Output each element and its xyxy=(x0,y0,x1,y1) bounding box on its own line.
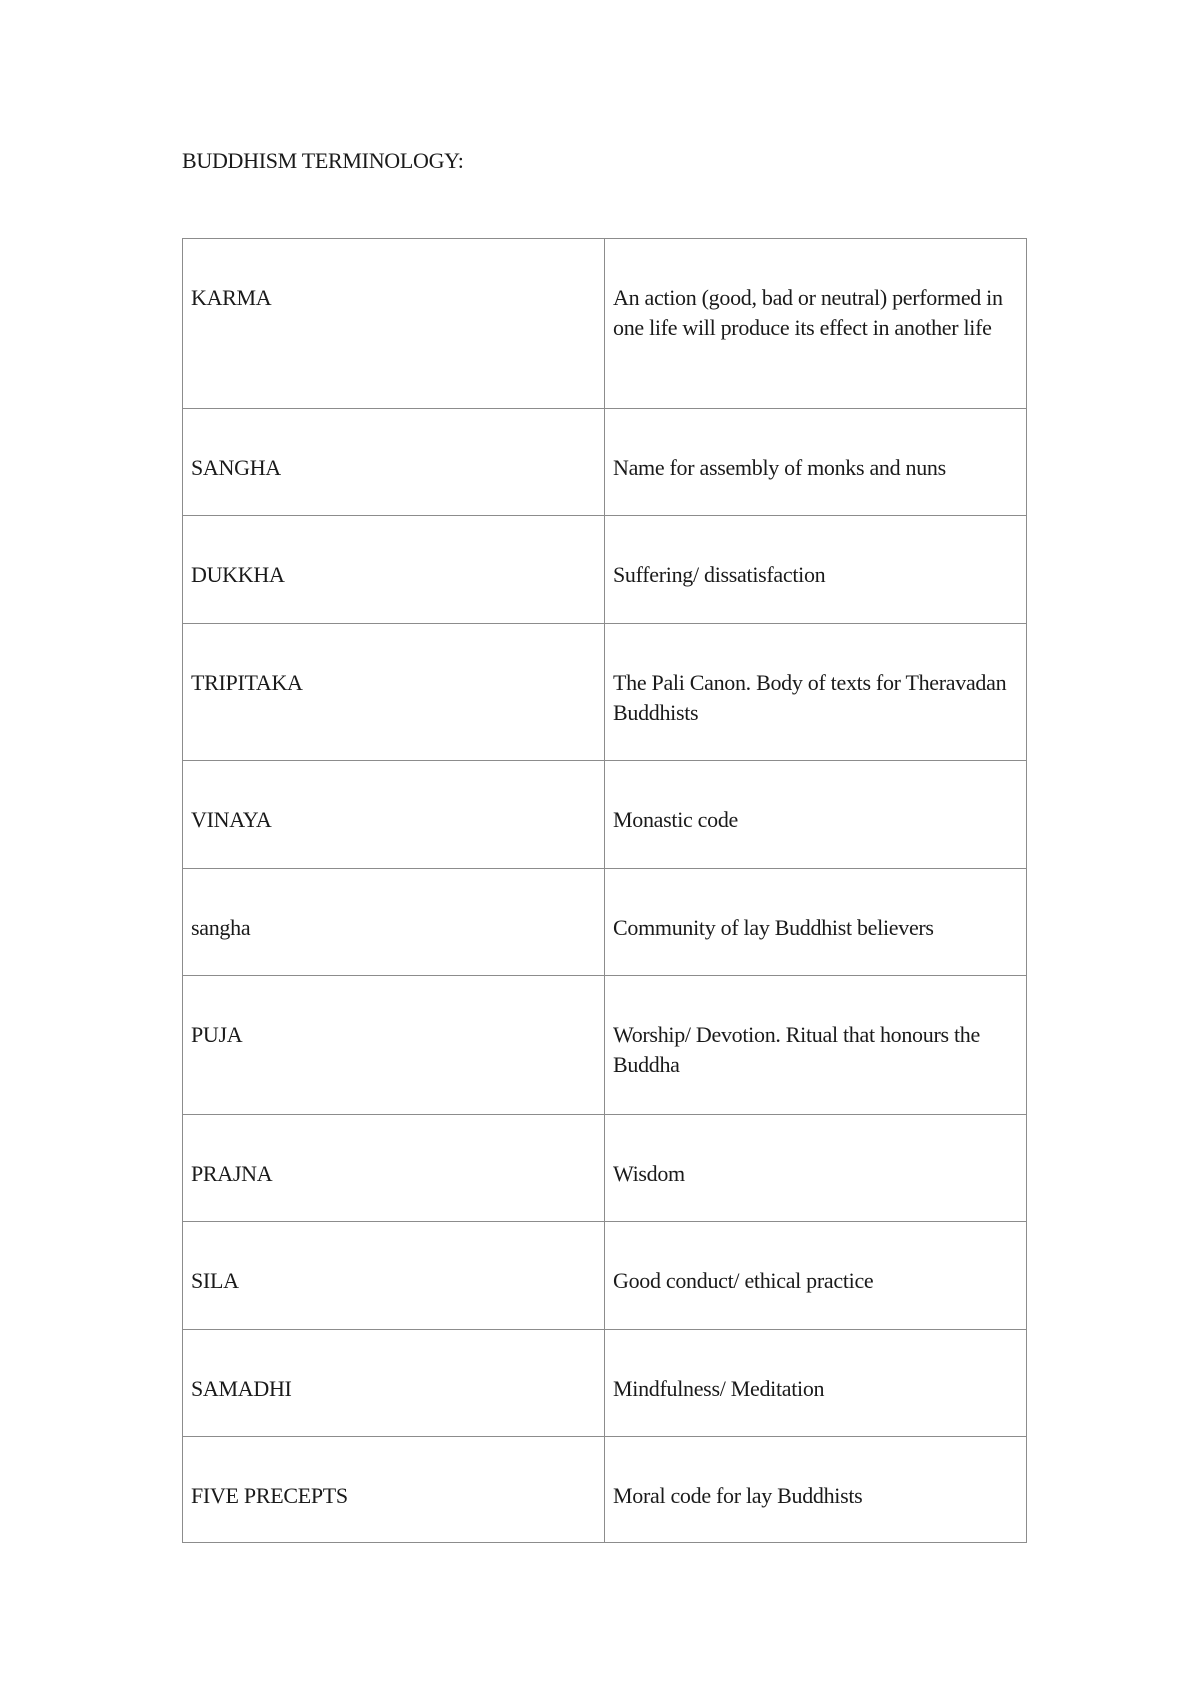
definition-cell: An action (good, bad or neutral) performed in one life will produce its effect in another life xyxy=(605,239,1027,409)
term-cell: FIVE PRECEPTS xyxy=(183,1437,605,1543)
page-title: BUDDHISM TERMINOLOGY: xyxy=(182,148,464,173)
term-cell: sangha xyxy=(183,869,605,976)
term-cell: PRAJNA xyxy=(183,1115,605,1222)
table-row xyxy=(183,624,1027,761)
definition-cell: Good conduct/ ethical practice xyxy=(605,1222,1027,1330)
term-cell: KARMA xyxy=(183,239,605,409)
definition-cell: Mindfulness/ Meditation xyxy=(605,1330,1027,1437)
terminology-table xyxy=(182,238,1027,1543)
table-row xyxy=(183,761,1027,869)
definition-cell: Monastic code xyxy=(605,761,1027,869)
table-row xyxy=(183,516,1027,624)
definition-cell: The Pali Canon. Body of texts for Theravadan Buddhists xyxy=(605,624,1027,761)
table-row xyxy=(183,1437,1027,1543)
term-cell: TRIPITAKA xyxy=(183,624,605,761)
term-cell: SANGHA xyxy=(183,409,605,516)
definition-cell: Community of lay Buddhist believers xyxy=(605,869,1027,976)
table-row xyxy=(183,869,1027,976)
table-row xyxy=(183,239,1027,409)
table-row xyxy=(183,1330,1027,1437)
table-row xyxy=(183,1222,1027,1330)
table-row xyxy=(183,976,1027,1115)
term-cell: VINAYA xyxy=(183,761,605,869)
term-cell: SILA xyxy=(183,1222,605,1330)
definition-cell: Moral code for lay Buddhists xyxy=(605,1437,1027,1543)
definition-cell: Name for assembly of monks and nuns xyxy=(605,409,1027,516)
term-cell: PUJA xyxy=(183,976,605,1115)
term-cell: DUKKHA xyxy=(183,516,605,624)
table-row xyxy=(183,1115,1027,1222)
table-row xyxy=(183,409,1027,516)
definition-cell: Worship/ Devotion. Ritual that honours the Buddha xyxy=(605,976,1027,1115)
definition-cell: Wisdom xyxy=(605,1115,1027,1222)
definition-cell: Suffering/ dissatisfaction xyxy=(605,516,1027,624)
term-cell: SAMADHI xyxy=(183,1330,605,1437)
